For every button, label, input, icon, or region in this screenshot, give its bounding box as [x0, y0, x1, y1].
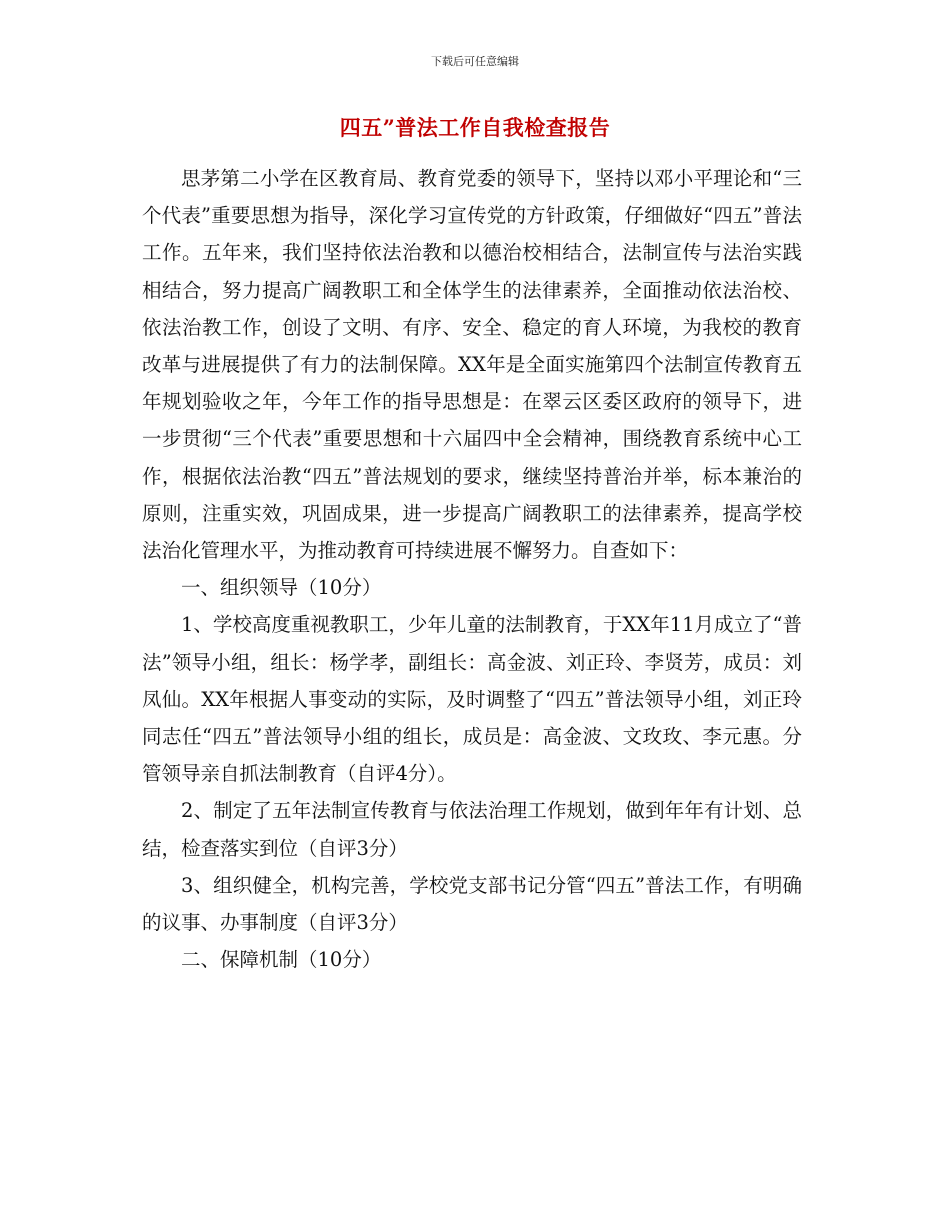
body-paragraph: 1、学校高度重视教职工，少年儿童的法制教育，于XX年11月成立了“普法”领导小组，组长：杨学孝，副组长：高金波、刘正玲、李贤芳，成员：刘凤仙。XX年根据人事变动的实际，及时调整了“四五”普法领导小组，刘正玲同志任“四五”普法领导小组的组长，成员是：高金波、文玫玫、李元惠。分管领导亲自抓法制教育（自评4分）。 — [142, 613, 802, 786]
document-body — [142, 160, 802, 978]
section-heading-guarantee: 二、保障机制（10分） — [181, 948, 382, 972]
document-title: 四五”普法工作自我检查报告 — [339, 115, 611, 140]
body-paragraph: 2、制定了五年法制宣传教育与依法治理工作规划，做到年年有计划、总结，检查落实到位（自评3分） — [142, 799, 802, 860]
header-note: 下载后可任意编辑 — [431, 55, 519, 68]
section-heading-organization: 一、组织领导（10分） — [181, 576, 382, 600]
intro-paragraph: 思茅第二小学在区教育局、教育党委的领导下，坚持以邓小平理论和“三个代表”重要思想为指导，深化学习宣传党的方针政策，仔细做好“四五”普法工作。五年来，我们坚持依法治教和以德治校相结合，法制宣传与法治实践相结合，努力提高广阔教职工和全体学生的法律素养，全面推动依法治校、依法治教工作，创设了文明、有序、安全、稳定的育人环境，为我校的教育改革与进展提供了有力的法制保障。XX年是全面实施第四个法制宣传教育五年规划验收之年，今年工作的指导思想是：在翠云区委区政府的领导下，进一步贯彻“三个代表”重要思想和十六届四中全会精神，围绕教育系统中心工作，根据依法治教“四五”普法规划的要求，继续坚持普治并举，标本兼治的原则，注重实效，巩固成果，进一步提高广阔教职工的法律素养，提高学校法治化管理水平，为推动教育可持续进展不懈努力。自查如下： — [142, 167, 802, 563]
body-paragraph: 3、组织健全，机构完善，学校党支部书记分管“四五”普法工作，有明确的议事、办事制度（自评3分） — [142, 873, 802, 935]
